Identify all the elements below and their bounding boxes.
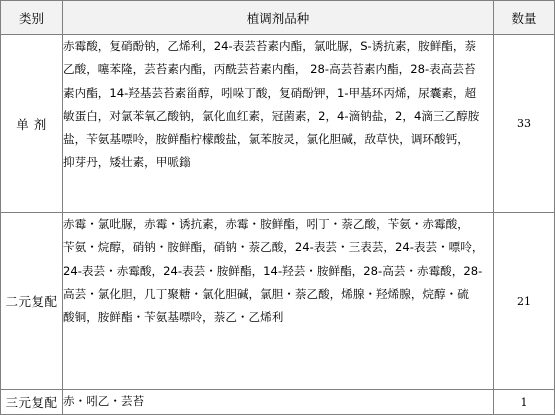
table-row-binary [1,213,555,390]
content-line: 盐，苄氨基嘌呤，胺鲜酯柠檬酸盐，氯苯胺灵，氯化胆碱，敌草快，调环酸钙， [63,132,469,147]
content-line: 赤霉・氯吡脲，赤霉・诱抗素，赤霉・胺鲜酯，吲丁・萘乙酸，苄氨・赤霉酸， [63,217,469,231]
category-cell: 三元复配 [1,390,63,415]
table-row-single [1,35,555,213]
content-line: 赤霉酸，复硝酚钠，乙烯利，24-表芸苔素内酯，氯吡脲，S-诱抗素，胺鲜酯，萘 [63,39,477,53]
count-cell: 33 [494,35,555,213]
content-cell [63,213,494,390]
content-cell [63,35,494,213]
content-line: 敏蛋白，对氯苯氧乙酸钠，氯化血红素，冠菌素，2，4-滴钠盐，2，4滴三乙醇胺 [63,108,480,123]
count-cell: 21 [494,213,555,390]
header-row [1,1,555,35]
content-line: 苄氨・烷醇，硝钠・胺鲜酯，硝钠・萘乙酸，24-表芸・三表芸，24-表芸・嘌呤， [63,240,484,255]
content-cell [63,390,494,415]
category-cell: 二元复配 [1,213,63,390]
table-row-ternary [1,390,555,415]
content-line: 24-表芸・赤霉酸，24-表芸・胺鲜酯，14-羟芸・胺鲜酯，28-高芸・赤霉酸，28- [63,263,483,278]
content-line: 抑芽丹，矮壮素，甲哌鎓 [63,155,191,170]
header-category: 类别 [1,1,63,35]
content-line: 高芸・氯化胆，几丁聚糖・氯化胆碱，氯胆・萘乙酸，烯腺・羟烯腺，烷醇・硫 [63,286,469,301]
category-cell: 单 剂 [1,35,63,213]
content-line: 酸铜，胺鲜酯・苄氨基嘌呤，萘乙・乙烯利 [63,310,284,325]
header-content: 植调剂品种 [63,1,494,35]
header-count: 数量 [494,1,555,35]
content-line: 素内酯，14-羟基芸苔素甾醇，吲哚丁酸，复硝酚钾，1-甲基环丙烯，尿囊素，超 [63,85,477,100]
content-line: 赤・吲乙・芸苔 [63,394,145,408]
content-line: 乙酸，噻苯隆，芸苔素内酯，丙酰芸苔素内酯， 28-高芸苔素内酯，28-表高芸苔 [63,62,476,77]
count-cell: 1 [494,390,555,415]
